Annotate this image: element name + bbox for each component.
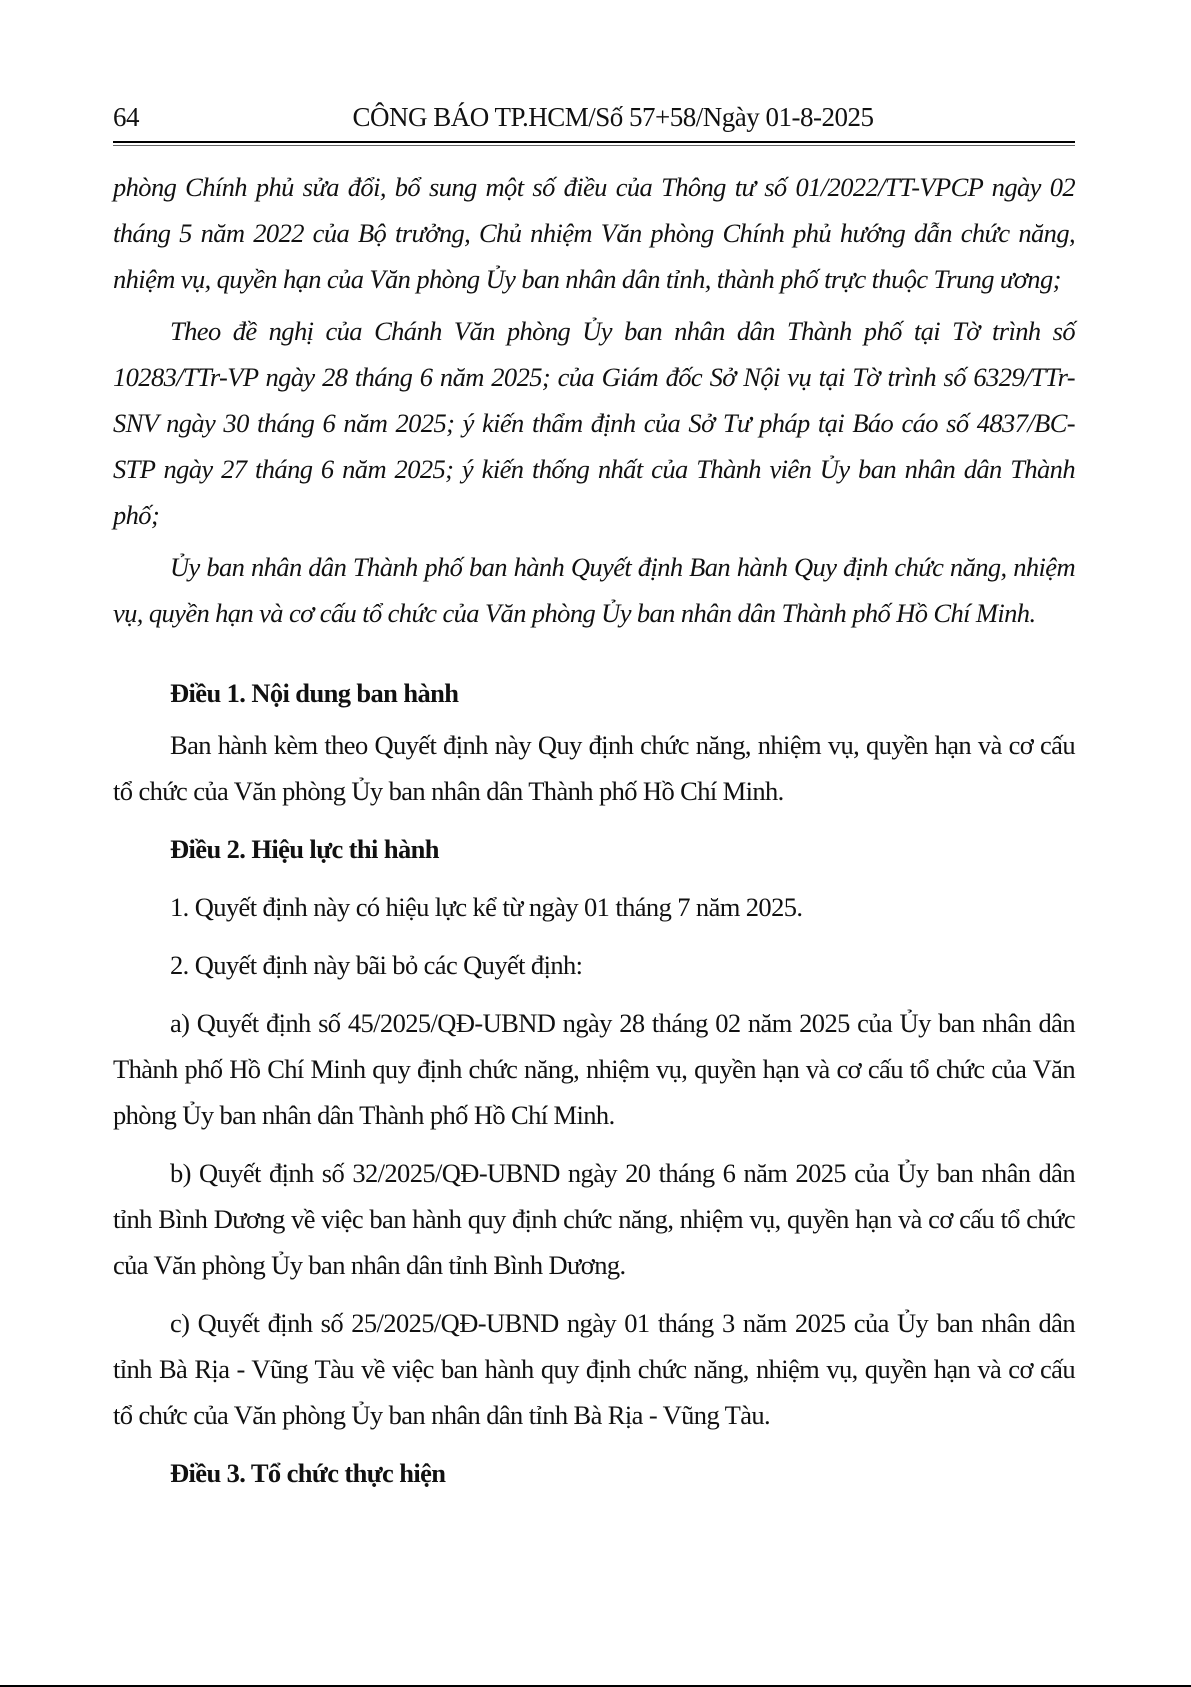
page-header — [113, 102, 1075, 138]
page-number: 64 — [113, 102, 139, 132]
article-2-item: c) Quyết định số 25/2025/QĐ-UBND ngày 01 tháng 3 năm 2025 của Ủy ban nhân dân tỉnh Bà Rịa - Vũng Tàu về việc ban hành quy định chức năng, nhiệm vụ, quyền hạn và cơ cấu tổ chức của Văn phòng Ủy ban nhân dân tỉnh Bà Rịa - Vũng Tàu. — [113, 1308, 1075, 1430]
article-1-text: Ban hành kèm theo Quyết định này Quy định chức năng, nhiệm vụ, quyền hạn và cơ cấu tổ chức của Văn phòng Ủy ban nhân dân Thành phố Hồ Chí Minh. — [113, 730, 1075, 806]
article-2-item: b) Quyết định số 32/2025/QĐ-UBND ngày 20 tháng 6 năm 2025 của Ủy ban nhân dân tỉnh Bình Dương về việc ban hành quy định chức năng, nhiệm vụ, quyền hạn và cơ cấu tổ chức của Văn phòng Ủy ban nhân dân tỉnh Bình Dương. — [113, 1158, 1075, 1280]
gazette-title: CÔNG BÁO TP.HCM/Số 57+58/Ngày 01-8-2025 — [352, 102, 874, 132]
preamble-paragraph: Ủy ban nhân dân Thành phố ban hành Quyết định Ban hành Quy định chức năng, nhiệm vụ, quyền hạn và cơ cấu tổ chức của Văn phòng Ủy ban nhân dân Thành phố Hồ Chí Minh. — [113, 552, 1075, 628]
preamble-paragraph: Theo đề nghị của Chánh Văn phòng Ủy ban nhân dân Thành phố tại Tờ trình số 10283/TTr-VP ngày 28 tháng 6 năm 2025; của Giám đốc Sở Nội vụ tại Tờ trình số 6329/TTr-SNV ngày 30 tháng 6 năm 2025; ý kiến thẩm định của Sở Tư pháp tại Báo cáo số 4837/BC-STP ngày 27 tháng 6 năm 2025; ý kiến thống nhất của Thành viên Ủy ban nhân dân Thành phố; — [113, 316, 1075, 530]
article-2-item: a) Quyết định số 45/2025/QĐ-UBND ngày 28 tháng 02 năm 2025 của Ủy ban nhân dân Thành phố Hồ Chí Minh quy định chức năng, nhiệm vụ, quyền hạn và cơ cấu tổ chức của Văn phòng Ủy ban nhân dân Thành phố Hồ Chí Minh. — [113, 1008, 1075, 1130]
article-2-heading: Điều 2. Hiệu lực thi hành — [170, 834, 439, 864]
preamble-paragraph: phòng Chính phủ sửa đổi, bổ sung một số điều của Thông tư số 01/2022/TT-VPCP ngày 02 tháng 5 năm 2022 của Bộ trưởng, Chủ nhiệm Văn phòng Chính phủ hướng dẫn chức năng, nhiệm vụ, quyền hạn của Văn phòng Ủy ban nhân dân tỉnh, thành phố trực thuộc Trung ương; — [113, 172, 1075, 294]
article-3-heading: Điều 3. Tổ chức thực hiện — [170, 1458, 446, 1488]
header-rule-thick — [113, 141, 1075, 143]
article-1-heading: Điều 1. Nội dung ban hành — [170, 678, 459, 708]
article-2-item: 2. Quyết định này bãi bỏ các Quyết định: — [170, 950, 583, 980]
header-rule-thin — [113, 145, 1075, 146]
article-2-item: 1. Quyết định này có hiệu lực kể từ ngày 01 tháng 7 năm 2025. — [170, 892, 803, 922]
document-body — [113, 164, 1075, 1496]
